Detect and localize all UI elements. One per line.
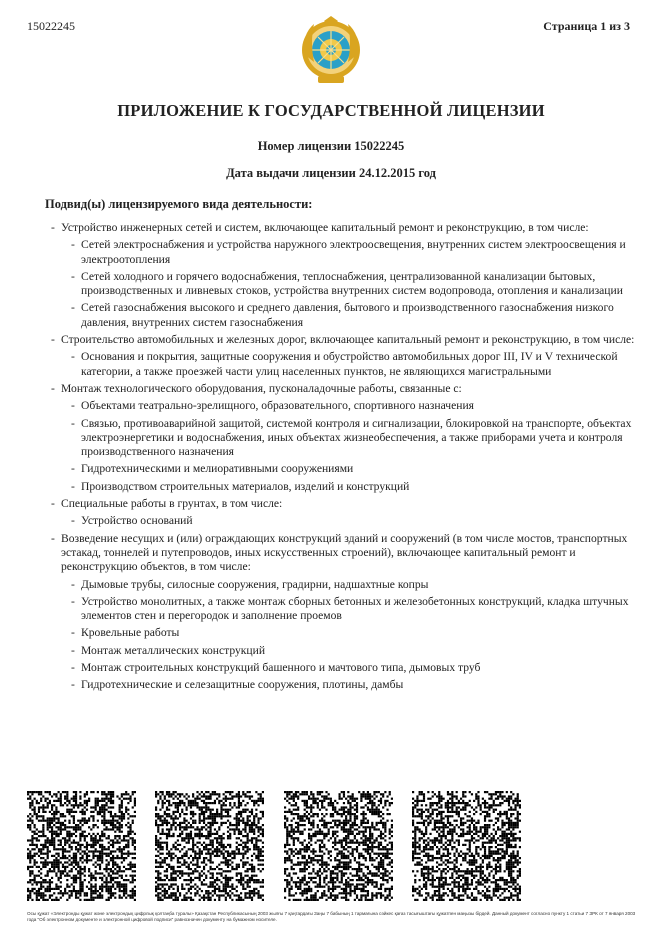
activity-item: - Устройство инженерных сетей и систем, включающее капитальный ремонт и реконструкцию, в том числе: [51, 221, 641, 235]
activity-list [51, 221, 641, 696]
qr-code-2 [155, 791, 264, 901]
activity-subitem: - Монтаж металлических конструкций [71, 644, 641, 658]
issue-date: Дата выдачи лицензии 24.12.2015 год [226, 166, 436, 180]
activity-subitem: - Производством строительных материалов, изделий и конструкций [71, 480, 641, 494]
page-indicator: Страница 1 из 3 [543, 19, 630, 33]
activity-subitem: - Объектами театрально-зрелищного, образовательного, спортивного назначения [71, 399, 641, 413]
license-number: Номер лицензии 15022245 [257, 139, 405, 153]
legal-footnote: Осы құжат «Электронды құжат және электрондық цифрлық қолтаңба туралы» Қазақстан Республикасының 2003 жылғы 7 қаңтардағы Заңы 7 бабының 1 тармағына сәйкес қағаз тасығыштағы құжатпен маңызы бірдей. Данный документ согласно пункту 1 статьи 7 ЗРК от 7 января 2003 года "Об электронном документе и электронной цифровой подписи" равнозначен документу на бумажном носителе. [27, 911, 636, 922]
document-number: 15022245 [27, 19, 75, 33]
activity-subitem: - Сетей электроснабжения и устройства наружного электроосвещения, внутренних систем электроосвещения и электроотопления [71, 238, 641, 267]
activity-subitem: - Связью, противоаварийной защитой, системой контроля и сигнализации, блокировкой на транспорте, объектах электроэнергетики и водоснабжения, иных объектах жизнеобеспечения, а также приборами учета и контроля производственного назначения [71, 417, 641, 460]
activity-subitem: - Устройство монолитных, а также монтаж сборных бетонных и железобетонных конструкций, кладка штучных элементов стен и перегородок и заполнение проемов [71, 595, 641, 624]
activity-subtypes-heading: Подвид(ы) лицензируемого вида деятельности: [45, 197, 313, 211]
activity-item: - Возведение несущих и (или) ограждающих конструкций зданий и сооружений (в том числе мостов, транспортных эстакад, тоннелей и путепроводов, иных искусственных строений), включающее капитальный ремонт и реконструкцию объектов, в том числе: [51, 532, 641, 575]
activity-item: - Строительство автомобильных и железных дорог, включающее капитальный ремонт и реконструкцию, в том числе: [51, 333, 641, 347]
activity-item: - Монтаж технологического оборудования, пусконаладочные работы, связанные с: [51, 382, 641, 396]
activity-subitem: - Основания и покрытия, защитные сооружения и обустройство автомобильных дорог III, IV и V технической категории, а также проезжей части улиц населенных пунктов, не являющихся магистральными [71, 350, 641, 379]
qr-code-3 [284, 791, 393, 901]
activity-subitem: - Дымовые трубы, силосные сооружения, градирни, надшахтные копры [71, 578, 641, 592]
activity-item: - Специальные работы в грунтах, в том числе: [51, 497, 641, 511]
qr-code-1 [27, 791, 136, 901]
page-title: ПРИЛОЖЕНИЕ К ГОСУДАРСТВЕННОЙ ЛИЦЕНЗИИ [117, 101, 545, 120]
qr-code-4 [412, 791, 521, 901]
activity-subitem: - Устройство оснований [71, 514, 641, 528]
activity-subitem: - Гидротехническими и мелиоративными сооружениями [71, 462, 641, 476]
state-emblem-icon [300, 16, 362, 86]
activity-subitem: - Сетей газоснабжения высокого и среднего давления, бытового и производственного газоснабжения низкого давления, внутренних систем газоснабжения [71, 301, 641, 330]
activity-subitem: - Кровельные работы [71, 626, 641, 640]
activity-subitem: - Гидротехнические и селезащитные сооружения, плотины, дамбы [71, 678, 641, 692]
activity-subitem: - Монтаж строительных конструкций башенного и мачтового типа, дымовых труб [71, 661, 641, 675]
activity-subitem: - Сетей холодного и горячего водоснабжения, теплоснабжения, централизованной канализации бытовых, производственных и ливневых стоков, устройства внутренних систем водопровода, отопления и канализации [71, 270, 641, 299]
